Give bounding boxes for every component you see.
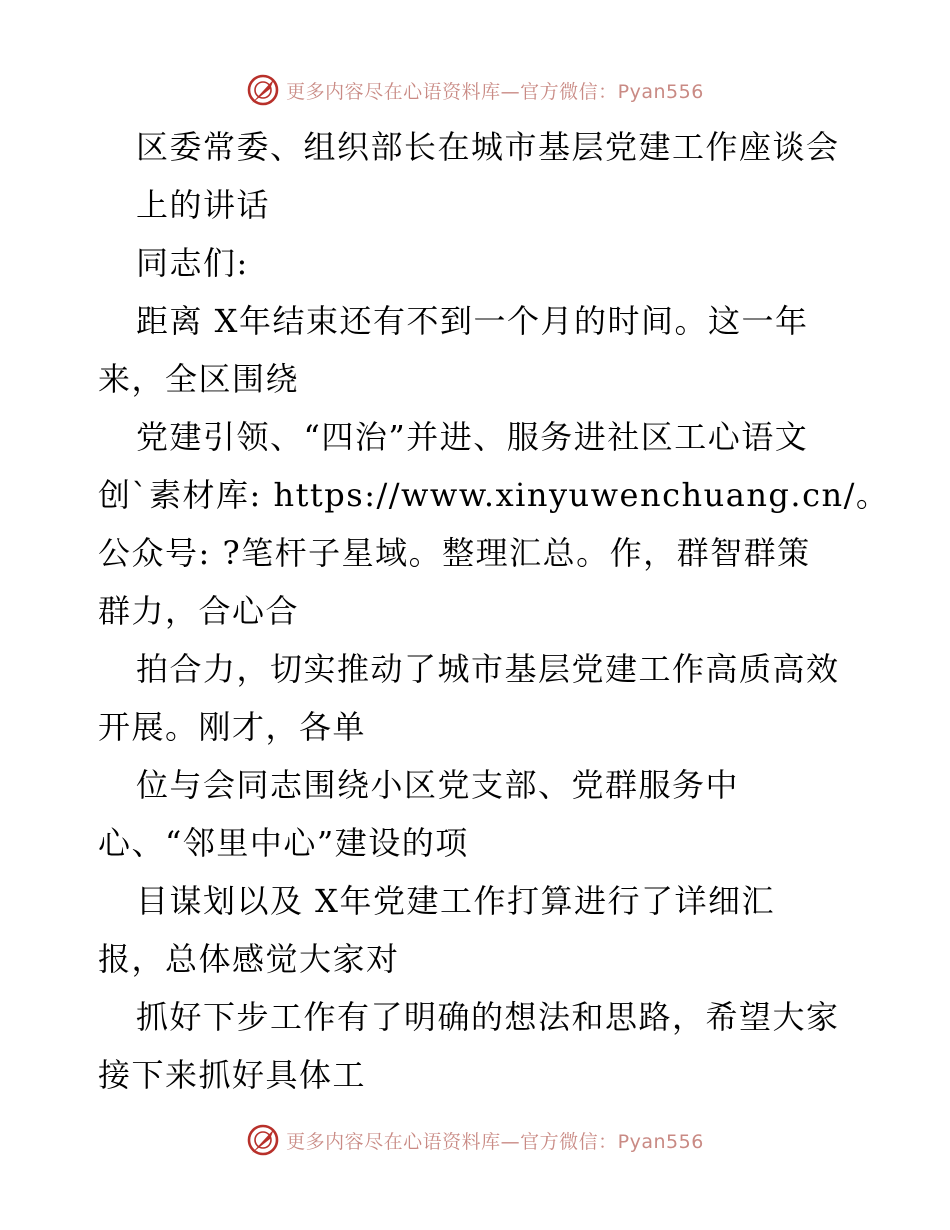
salutation: 同志们: <box>136 244 249 282</box>
paragraph-line: 创`素材库: https://www.xinyuwenchuang.cn/。 <box>98 476 890 514</box>
watermark-text: 更多内容尽在心语资料库—官方微信：Pyan556 <box>286 80 704 103</box>
paragraph-line: 来，全区围绕 <box>98 360 300 398</box>
footer-watermark <box>0 1120 950 1160</box>
paragraph-line: 开展。刚才，各单 <box>98 708 367 746</box>
paragraph-line: 群力，合心合 <box>98 592 300 630</box>
header-watermark <box>0 70 950 110</box>
quill-logo-icon <box>246 73 280 107</box>
paragraph-line: 报，总体感觉大家对 <box>98 940 400 978</box>
watermark-text: 更多内容尽在心语资料库—官方微信：Pyan556 <box>286 1130 704 1153</box>
paragraph-line: 目谋划以及 X年党建工作打算进行了详细汇 <box>136 882 775 920</box>
paragraph-line: 接下来抓好具体工 <box>98 1056 367 1094</box>
title-line-2: 上的讲话 <box>136 186 271 224</box>
paragraph-line: 公众号: ?笔杆子星域。整理汇总。作，群智群策 <box>98 534 811 572</box>
paragraph-line: 党建引领、“四治”并进、服务进社区工心语文 <box>136 418 809 456</box>
paragraph-line: 抓好下步工作有了明确的想法和思路，希望大家 <box>136 998 840 1036</box>
paragraph-line: 距离 X年结束还有不到一个月的时间。这一年 <box>136 302 809 340</box>
paragraph-line: 拍合力，切实推动了城市基层党建工作高质高效 <box>136 650 840 688</box>
quill-logo-icon <box>246 1123 280 1157</box>
title-line-1: 区委常委、组织部长在城市基层党建工作座谈会 <box>136 128 840 166</box>
paragraph-line: 位与会同志围绕小区党支部、党群服务中 <box>136 766 740 804</box>
document-body <box>98 118 890 1104</box>
paragraph-line: 心、“邻里中心”建设的项 <box>98 824 469 862</box>
